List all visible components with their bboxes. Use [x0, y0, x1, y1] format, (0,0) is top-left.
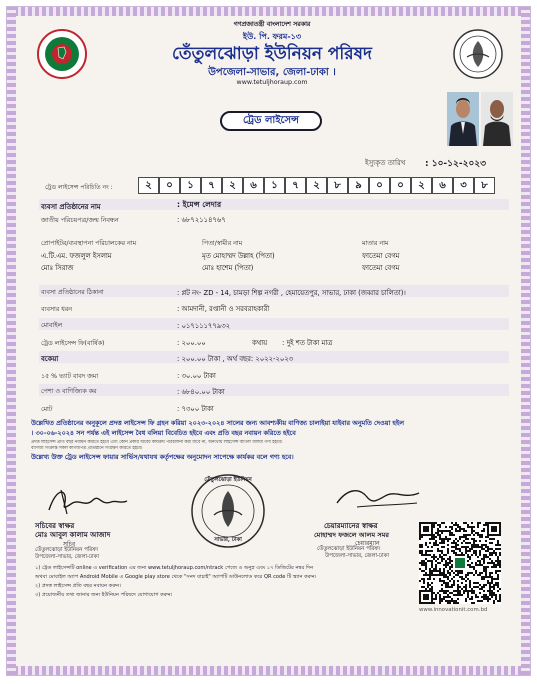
- license-digit: ০: [159, 177, 180, 194]
- license-digit: ৮: [327, 177, 348, 194]
- border-right: [521, 7, 530, 675]
- owner-mother: ফাতেমা বেগম: [362, 264, 400, 272]
- father-header: পিতা/স্বামীর নাম: [202, 240, 243, 247]
- note-2: ২) প্রদত্ত লাইসেন্স প্রতি বছর নবায়ন করুন।: [35, 583, 122, 589]
- mujib-logo-icon: [453, 29, 503, 79]
- license-page: [6, 6, 531, 676]
- license-no-label: ট্রেড লাইসেন্স পরিচিতি নং :: [45, 184, 113, 191]
- owner-photo-2: [481, 92, 513, 146]
- issue-date-value: : ১০-১২-২০২৩: [425, 159, 486, 169]
- owner-header: প্রোপাইটর/ব্যবস্থাপনা পরিচালকের নাম: [41, 240, 137, 247]
- fee-words-label: কথায়: [252, 339, 268, 347]
- business-type-value: : আমদানী, রপ্তানী ও সরবরাহকারী: [177, 305, 270, 313]
- license-digit: ৮: [474, 177, 495, 194]
- license-digit-boxes: [138, 177, 508, 194]
- chairman-title: চেয়ারম্যানের স্বাক্ষর: [324, 522, 378, 530]
- nid-label: জাতীয় পরিচয়পত্র/জন্ম নিবন্ধন: [41, 217, 119, 224]
- license-digit: ০: [369, 177, 390, 194]
- secretary-title: সচিবের স্বাক্ষর: [35, 522, 75, 530]
- union-address: উপজেলা-সাভার, জেলা-ঢাকা ।: [208, 67, 336, 78]
- govt-name: গণপ্রজাতন্ত্রী বাংলাদেশ সরকার: [233, 21, 311, 28]
- fee-words-value: : দুই শত টাকা মাত্র: [282, 339, 333, 347]
- union-name: তেঁতুলঝোড়া ইউনিয়ন পরিষদ: [172, 44, 372, 64]
- secretary-name: মোঃ আবুল কালাম আজাদ: [35, 531, 111, 539]
- arrear-value: : ২০০.০০ টাকা , অর্থ বছর: ২০২২-২০২৩: [177, 355, 294, 363]
- nid-value: : ৬৮৭২১১৪৭৬৭: [177, 216, 226, 224]
- statement-line-1: উল্লেখিত প্রতিষ্ঠানের অনুকূলে প্রদত্ত লাইসেন্স ফি গ্রহন করিয়া ২০২৩-২০২৪ সালের জন্য আবশ্যকীয় বাণিজ্য চালাইয়া যাইবার অনুমতি দেওয়া হইল: [31, 419, 404, 427]
- note-1b: অথবা মোবাইল অ্যাপ Android Mobile এ Google play store থেকে "সনদ যাচাই" অ্যাপটি ডাউনলোড করে QR code টি স্ক্যান করুন।: [35, 574, 317, 580]
- chairman-post: চেয়ারম্যান: [355, 540, 380, 547]
- form-number: ইউ. পি. ফরম-১৩: [242, 32, 302, 41]
- secretary-signature: [41, 482, 131, 520]
- secretary-post: সচিব: [63, 541, 76, 548]
- chairman-place: উপজেলা-সাভার, জেলা-ঢাকা: [325, 553, 389, 559]
- business-name-label: ব্যবসা প্রতিষ্ঠানের নাম: [41, 203, 101, 211]
- owner-mother: ফাতেমা বেগম: [362, 252, 400, 260]
- license-digit: ৭: [285, 177, 306, 194]
- license-digit: ২: [138, 177, 159, 194]
- business-type-label: ব্যবসার ধরন: [41, 306, 73, 313]
- owner-father: মৃত মোহাম্মদ উল্লাহ (পিতা): [202, 252, 275, 260]
- secretary-place: উপজেলা-সাভার, জেলা-ঢাকা: [35, 554, 99, 560]
- union-seal-bottom-text: সাভার, ঢাকা: [214, 537, 242, 543]
- chairman-org: তেঁতুলঝোড়া ইউনিয়ন পরিষদ: [317, 546, 381, 552]
- owner-father: মোঃ হাশেম (পিতা): [202, 264, 254, 272]
- qr-code-icon[interactable]: [419, 522, 501, 604]
- government-seal-icon: [37, 29, 87, 79]
- total-value: : ৭৩০০ টাকা: [177, 405, 214, 413]
- document-title: ট্রেড লাইসেন্স: [220, 111, 322, 131]
- license-digit: ৩: [453, 177, 474, 194]
- tax-value: : ৬৮৪০.০০ টাকা: [177, 388, 225, 396]
- business-name-value: : ইমেন্স লেদার: [177, 200, 222, 209]
- union-website[interactable]: www.tetuljhoraup.com: [236, 79, 308, 86]
- license-digit: ২: [411, 177, 432, 194]
- tax-row-bg: [39, 384, 509, 396]
- license-digit: ১: [180, 177, 201, 194]
- tax-label: পেশা ও বাণিজ্যিক কর: [41, 388, 97, 395]
- statement-line-3: উল্লেখ্য উক্ত ট্রেড লাইসেন্স ফায়ার সার্ভিস/যথাযথ কর্তৃপক্ষের অনুমোদন সাপেক্ষে কার্যকর বলে গণ্য হবে।: [31, 453, 294, 461]
- owner-photo-1: [447, 92, 479, 146]
- address-value: : প্লট নং- ZD - 14, চামড়া শিল্প নগরী , হেমায়েতপুর, সাভার, ঢাকা (জব্বার চালিতা)।: [177, 289, 406, 297]
- secretary-org: তেঁতুলঝোড়া ইউনিয়ন পরিষদ: [35, 547, 99, 553]
- statement-fine-2: বাণিজ্য সংক্রান্ত সকল কাগজপত্র প্রতিষ্ঠানে সংরক্ষণ করিতে হইবে।: [31, 446, 143, 451]
- license-digit: ২: [222, 177, 243, 194]
- note-1: ১) ট্রেড লাইসেন্সটি online এ verification এর জন্য www.tetuljhoraup.com/ntrack পেজে ও অনুস্ন এবং ১৭ ডিজিটের নম্বর দিন: [35, 565, 314, 571]
- owner-name: এ.টি.এম. ফজলুল ইসলাম: [41, 252, 112, 260]
- arrear-label: বকেয়া: [41, 355, 59, 363]
- owner-name: মোঃ সিরাজ: [41, 264, 74, 272]
- license-digit: ৭: [201, 177, 222, 194]
- vat-label: ১৫ % ভ্যাট বাবদ জমা: [41, 373, 99, 380]
- license-digit: ৯: [348, 177, 369, 194]
- license-digit: ০: [390, 177, 411, 194]
- mother-header: মাতার নাম: [362, 240, 389, 247]
- vat-value: : ৩০.০০ টাকা: [177, 372, 216, 380]
- total-label: মোট: [41, 406, 53, 413]
- chairman-name: মোহাম্মদ ফজলে আলম সমর: [314, 531, 390, 539]
- border-top: [7, 7, 530, 16]
- statement-fine-1: প্রদত্ত লাইসেন্স প্রতি বছর নবায়ন করিতে হইবে এবং কোন প্রকার অবৈধ কার্যক্রম পরিচালনা করা যাবে না, অন্যথায় লাইসেন্স বাতিল বলিয়া গণ্য হইবে।: [31, 440, 283, 445]
- chairman-signature: [327, 479, 427, 517]
- border-bottom: [7, 666, 530, 675]
- mobile-label: মোবাইল: [41, 322, 63, 329]
- license-digit: ১: [264, 177, 285, 194]
- license-digit: ২: [306, 177, 327, 194]
- footer-website[interactable]: www.innovationit.com.bd: [419, 607, 488, 613]
- note-3: ৩) প্রয়োজনীয় তথ্য জানার জন্য ইউনিয়ন পরিষদে যোগাযোগ করুন।: [35, 592, 173, 598]
- license-digit: ৬: [243, 177, 264, 194]
- business-name-row-bg: [39, 199, 509, 210]
- statement-line-2: । ৩০-০৬-২০২৪ সন পর্যন্ত এই লাইসেন্স বৈধ বলিয়া বিবেচিত হইবে এবং প্রতি বছর নবায়ন করিতে হইবে: [31, 429, 296, 437]
- issue-date-label: ইস্যুকৃত তারিখ: [365, 159, 406, 167]
- address-label: ব্যবসা প্রতিষ্ঠানের ঠিকানা: [41, 289, 104, 296]
- mobile-value: : ০১৭১১১৭৭৯৩২: [177, 322, 231, 330]
- mobile-row-bg: [39, 318, 509, 330]
- union-seal-top-text: তেঁতুলঝোড়া ইউনিয়ন: [204, 477, 252, 483]
- license-digit: ৬: [432, 177, 453, 194]
- fee-label: ট্রেড লাইসেন্স ফি(বার্ষিক): [41, 340, 105, 347]
- border-left: [7, 7, 16, 675]
- fee-value: : ২০০.০০: [177, 339, 206, 347]
